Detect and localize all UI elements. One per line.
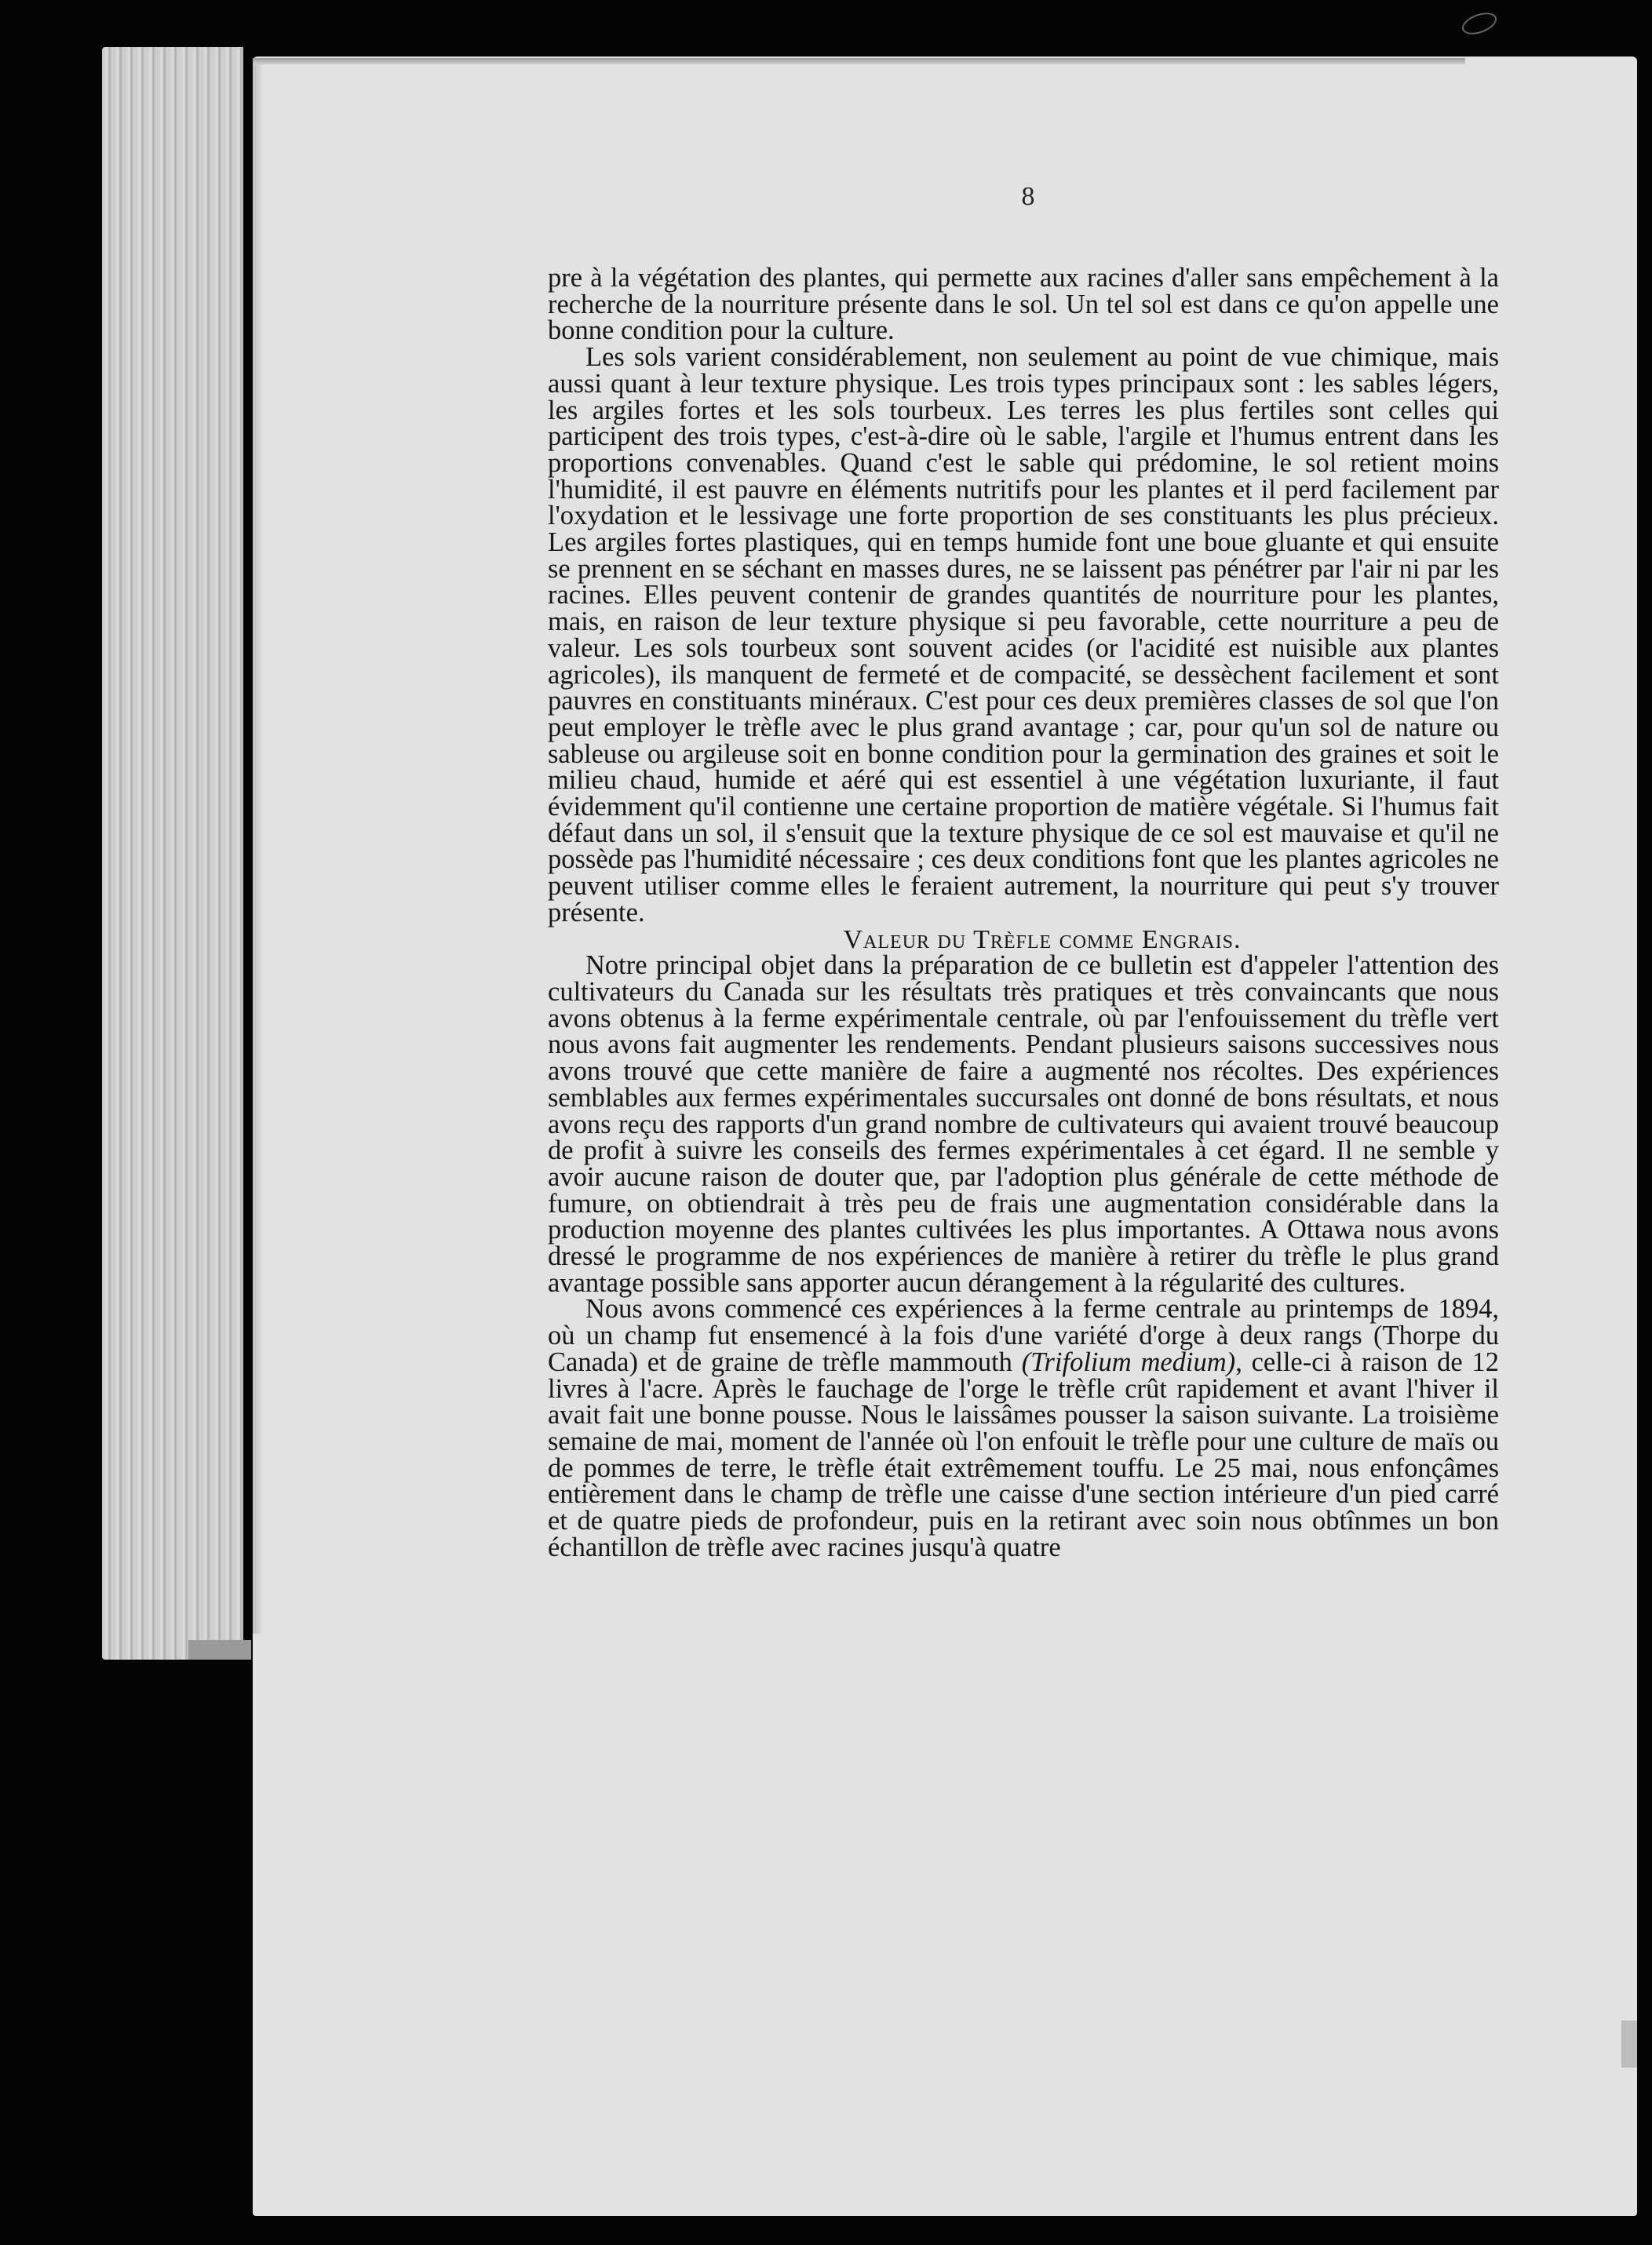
scan-corner-mark: [1459, 9, 1499, 38]
paragraph-4-text-a: Nous avons commencé ces expériences à la ferme centrale au printemps de 1894, où un champ fut ensemencé à la fois d'une variété d'orge à deux rangs (Thorpe du Canada) et de graine de trèfle mammouth: [548, 1294, 1499, 1377]
body-text: [548, 265, 1499, 1561]
paragraph-4-text-b: , celle-ci à raison de 12 livres à l'acre. Après le fauchage de l'orge le trèfle crût rapidement et avant l'hiver il avait fait une bonne pousse. Nous le laissâmes pousser la saison suivante. La troisième semaine de mai, moment de l'année où l'on enfouit le trèfle pour une culture de maïs ou de pommes de terre, le trèfle était extrêmement touffu. Le 25 mai, nous enfonçâmes entièrement dans le champ de trèfle une caisse d'une section intérieure d'un pied carré et de quatre pieds de profondeur, puis en la retirant avec soin nous obtînmes un bon échantillon de trèfle avec racines jusqu'à quatre: [548, 1347, 1500, 1562]
paragraph-4-latin-name: (Trifolium medium): [1021, 1347, 1236, 1377]
page-number: 8: [1021, 182, 1035, 211]
page-edge-mark: [1621, 2021, 1637, 2068]
book-page-edges-bottom: [188, 1640, 251, 1660]
paragraph-4: [548, 1296, 1499, 1561]
gutter-shadow: [253, 64, 264, 1634]
section-heading: Valeur du Trèfle comme Engrais.: [843, 924, 1242, 954]
paragraph-2: Les sols varient considérablement, non seulement au point de vue chimique, mais aussi quant à leur texture physique. Les trois types principaux sont : les sables légers, les argiles fortes et les sols tourbeux. Les terres les plus fertiles sont celles qui participent des trois types, c'est-à-dire où le sable, l'argile et l'humus entrent dans les proportions convenables. Quand c'est le sable qui prédomine, le sol retient moins l'humidité, il est pauvre en éléments nutritifs pour les plantes et il perd facilement par l'oxydation et le lessivage une forte proportion de ses constituants les plus précieux. Les argiles fortes plastiques, qui en temps humide font une boue gluante et qui ensuite se prennent en se séchant en masses dures, ne se laissent pas pénétrer par l'air ni par les racines. Elles peuvent contenir de grandes quantités de nourriture pour les plantes, mais, en raison de leur texture physique si peu favorable, cette nourriture a peu de valeur. Les sols tourbeux sont souvent acides (or l'acidité est nuisible aux plantes agricoles), ils manquent de fermeté et de compacité, se dessèchent facilement et sont pauvres en constituants minéraux. C'est pour ces deux premières classes de sol que l'on peut employer le trèfle avec le plus grand avantage ; car, pour qu'un sol de nature ou sableuse ou argileuse soit en bonne condition pour la germination des graines et soit le milieu chaud, humide et aéré qui est essentiel à une végétation luxuriante, il faut évidemment qu'il contienne une certaine proportion de matière végétale. Si l'humus fait défaut dans un sol, il s'ensuit que la texture physique de ce sol est mauvaise et qu'il ne possède pas l'humidité nécessaire ; ces deux conditions font que les plantes agricoles ne peuvent utiliser comme elles le feraient autrement, la nourriture qui peut s'y trouver présente.: [548, 342, 1499, 928]
book-page-edges: [102, 47, 243, 1660]
paragraph-1: pre à la végétation des plantes, qui permette aux racines d'aller sans empêchement à la recherche de la nourriture présente dans le sol. Un tel sol est dans ce qu'on appelle une bonne condition pour la culture.: [548, 263, 1499, 346]
page-top-rule: [253, 58, 1465, 64]
paragraph-3: Notre principal objet dans la préparation de ce bulletin est d'appeler l'attention des cultivateurs du Canada sur les résultats très pratiques et très convaincants que nous avons obtenus à la ferme expérimentale centrale, où par l'enfouissement du trèfle vert nous avons fait augmenter les rendements. Pendant plusieurs saisons successives nous avons trouvé que cette manière de faire a augmenté nos récoltes. Des expériences semblables aux fermes expérimentales succursales ont donné de bons résultats, et nous avons reçu des rapports d'un grand nombre de cultivateurs qui avaient trouvé beaucoup de profit à suivre les conseils des fermes expérimentales à cet égard. Il ne semble y avoir aucune raison de douter que, par l'adoption plus générale de cette méthode de fumure, on obtiendrait à très peu de frais une augmentation considérable dans la production moyenne des plantes cultivées les plus importantes. A Ottawa nous avons dressé le programme de nos expériences de manière à retirer du trèfle le plus grand avantage possible sans apporter aucun dérangement à la régularité des cultures.: [548, 950, 1499, 1298]
